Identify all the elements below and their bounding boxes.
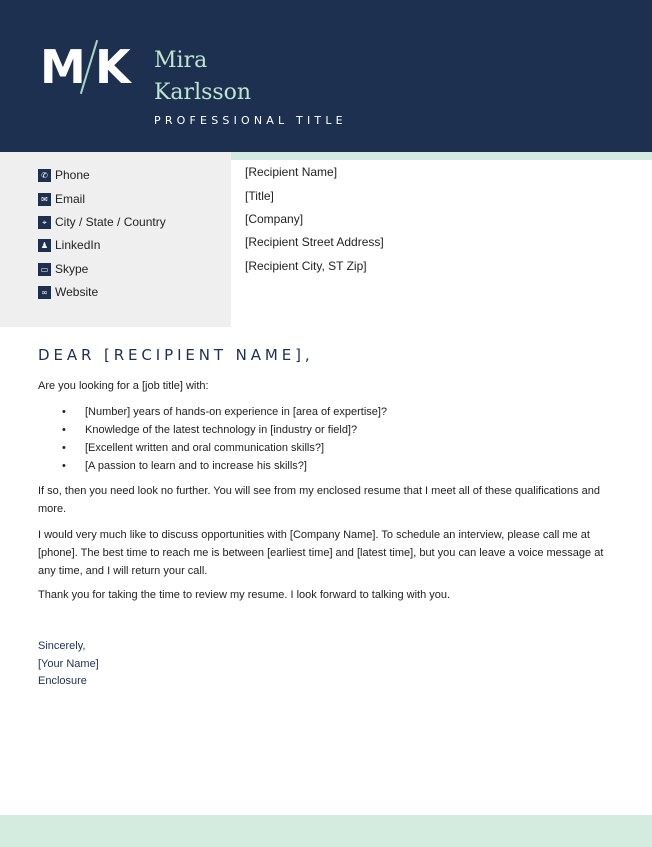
- contact-skype-label: Skype: [55, 262, 89, 276]
- last-name: Karlsson: [154, 80, 252, 105]
- list-item: [38, 421, 608, 439]
- contact-phone-label: Phone: [55, 168, 90, 182]
- location-icon: ⌖: [38, 216, 51, 229]
- intro-paragraph: Are you looking for a [job title] with:: [38, 380, 209, 392]
- signature-name: [Your Name]: [38, 658, 99, 670]
- paragraph-interview: I would very much like to discuss opportunities with [Company Name]. To schedule an interview, please call me at [phone]. The best time to reach me is between [earliest time] and [latest time], but you can leave a voice message at any time, and I will return your call.: [38, 529, 604, 577]
- monogram-logo: [38, 36, 138, 98]
- list-item-text: [Number] years of hands-on experience in [area of expertise]?: [85, 406, 388, 418]
- recipient-city: [Recipient City, ST Zip]: [245, 259, 367, 273]
- bullet-icon: •: [62, 460, 66, 472]
- professional-title: PROFESSIONAL TITLE: [154, 114, 347, 127]
- contact-panel: [0, 152, 231, 327]
- first-name: Mira: [154, 48, 208, 73]
- paragraph-qualifications: If so, then you need look no further. You will see from my enclosed resume that I meet all of these qualifications and more.: [38, 485, 600, 515]
- paragraph-thanks: Thank you for taking the time to review my resume. I look forward to talking with you.: [38, 589, 451, 601]
- closing: Sincerely,: [38, 640, 86, 652]
- link-icon: ∞: [38, 286, 51, 299]
- contact-phone: [38, 166, 90, 184]
- bullet-icon: •: [62, 406, 66, 418]
- email-icon: ✉: [38, 193, 51, 206]
- chat-icon: ▭: [38, 263, 51, 276]
- contact-linkedin: [38, 236, 100, 254]
- contact-email-label: Email: [55, 192, 86, 206]
- enclosure: Enclosure: [38, 675, 87, 687]
- list-item: [38, 439, 608, 457]
- header-band: [0, 0, 652, 152]
- list-item-text: [Excellent written and oral communication skills?]: [85, 442, 325, 454]
- list-item-text: [A passion to learn and to increase his skills?]: [85, 460, 307, 472]
- person-icon: ♟: [38, 239, 51, 252]
- qualification-list: [38, 403, 608, 475]
- contact-website-label: Website: [55, 285, 99, 299]
- list-item-text: Knowledge of the latest technology in [industry or field]?: [85, 424, 358, 436]
- contact-linkedin-label: LinkedIn: [55, 238, 101, 252]
- recipient-street: [Recipient Street Address]: [245, 235, 384, 249]
- contact-email: [38, 190, 85, 208]
- recipient-company: [Company]: [245, 212, 304, 226]
- recipient-title: [Title]: [245, 189, 274, 203]
- phone-icon: ✆: [38, 169, 51, 182]
- contact-skype: [38, 260, 88, 278]
- footer-strip: [0, 815, 652, 847]
- contact-website: [38, 283, 98, 301]
- list-item: [38, 403, 608, 421]
- contact-location-label: City / State / Country: [55, 215, 166, 229]
- accent-strip: [231, 152, 652, 160]
- monogram-first-initial: M: [40, 40, 86, 94]
- contact-location: [38, 213, 166, 231]
- monogram-last-initial: K: [95, 40, 131, 94]
- bullet-icon: •: [62, 424, 66, 436]
- salutation: DEAR [RECIPIENT NAME],: [38, 346, 314, 364]
- recipient-name: [Recipient Name]: [245, 165, 338, 179]
- bullet-icon: •: [62, 442, 66, 454]
- list-item: [38, 457, 608, 475]
